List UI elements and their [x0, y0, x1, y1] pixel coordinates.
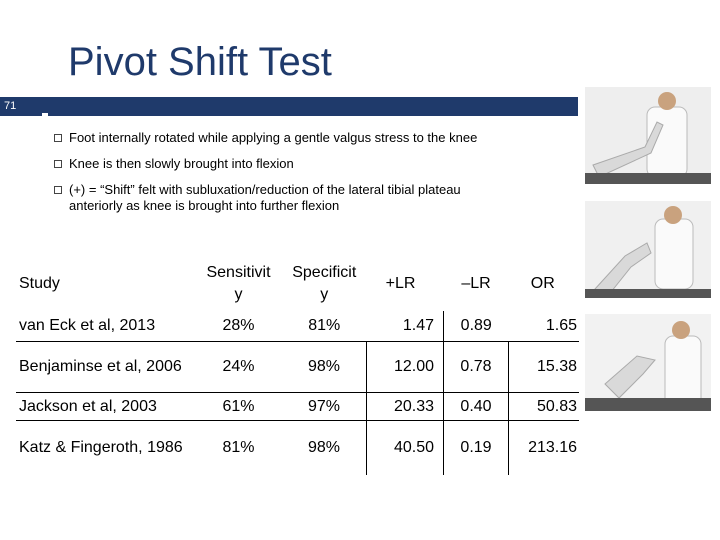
cell-study: Katz & Fingeroth, 1986	[19, 439, 183, 456]
square-bullet-icon	[54, 186, 62, 194]
header-positive-lr: +LR	[385, 274, 416, 292]
slide-number: 71	[4, 100, 17, 112]
cell-negative-lr: 0.40	[444, 393, 509, 421]
pivot-shift-photo-1	[585, 87, 711, 184]
header-sensitivity-line1: Sensitivit	[206, 263, 271, 281]
header-sensitivity	[195, 256, 282, 311]
cell-study: Benjaminse et al, 2006	[16, 342, 195, 393]
cell-study: Jackson et al, 2003	[16, 393, 195, 421]
header-sensitivity-line2: y	[234, 285, 243, 303]
cell-study: van Eck et al, 2013	[16, 311, 195, 342]
table-row	[16, 342, 579, 393]
diagnostic-accuracy-table	[16, 256, 579, 475]
square-bullet-icon	[54, 160, 62, 168]
bullet-item	[50, 182, 480, 214]
cell-odds-ratio: 50.83	[509, 393, 580, 421]
cell-odds-ratio: 15.38	[509, 342, 580, 393]
bullet-text: Foot internally rotated while applying a gentle valgus stress to the knee	[69, 130, 478, 145]
bullet-text: (+) = “Shift” felt with subluxation/reduction of the lateral tibial plateau anteriorly as knee is brought into further flexion	[69, 182, 461, 213]
table-header-row	[16, 256, 579, 311]
bar-notch	[42, 113, 48, 121]
slide-title: Pivot Shift Test	[68, 40, 332, 84]
cell-specificity: 98%	[282, 421, 367, 476]
cell-negative-lr: 0.19	[444, 421, 509, 476]
cell-positive-lr: 20.33	[367, 393, 444, 421]
bullet-item	[50, 130, 480, 146]
cell-positive-lr: 1.47	[367, 311, 444, 342]
header-negative-lr: –LR	[461, 274, 491, 292]
title-underline-bar	[0, 97, 578, 116]
pivot-shift-photo-2	[585, 201, 711, 298]
cell-negative-lr: 0.89	[444, 311, 509, 342]
cell-sensitivity: 24%	[195, 342, 282, 393]
table-row	[16, 311, 579, 342]
cell-sensitivity: 28%	[195, 311, 282, 342]
cell-sensitivity: 61%	[195, 393, 282, 421]
table-row	[16, 393, 579, 421]
cell-positive-lr: 12.00	[367, 342, 444, 393]
bullet-list	[50, 130, 480, 224]
header-study: Study	[19, 274, 60, 292]
bullet-text: Knee is then slowly brought into flexion	[69, 156, 294, 171]
cell-negative-lr: 0.78	[444, 342, 509, 393]
square-bullet-icon	[54, 134, 62, 142]
header-odds-ratio: OR	[530, 274, 555, 292]
cell-specificity: 81%	[282, 311, 367, 342]
bullet-item	[50, 156, 480, 172]
cell-sensitivity: 81%	[222, 439, 255, 456]
cell-specificity: 98%	[282, 342, 367, 393]
cell-odds-ratio: 1.65	[509, 311, 580, 342]
header-specificity	[282, 256, 367, 311]
cell-odds-ratio: 213.16	[528, 439, 577, 456]
pivot-shift-photo-3	[585, 314, 711, 411]
cell-positive-lr: 40.50	[367, 421, 444, 476]
header-specificity-line1: Specificit	[292, 263, 357, 281]
header-specificity-line2: y	[320, 285, 329, 303]
table-row	[16, 421, 579, 476]
cell-specificity: 97%	[282, 393, 367, 421]
